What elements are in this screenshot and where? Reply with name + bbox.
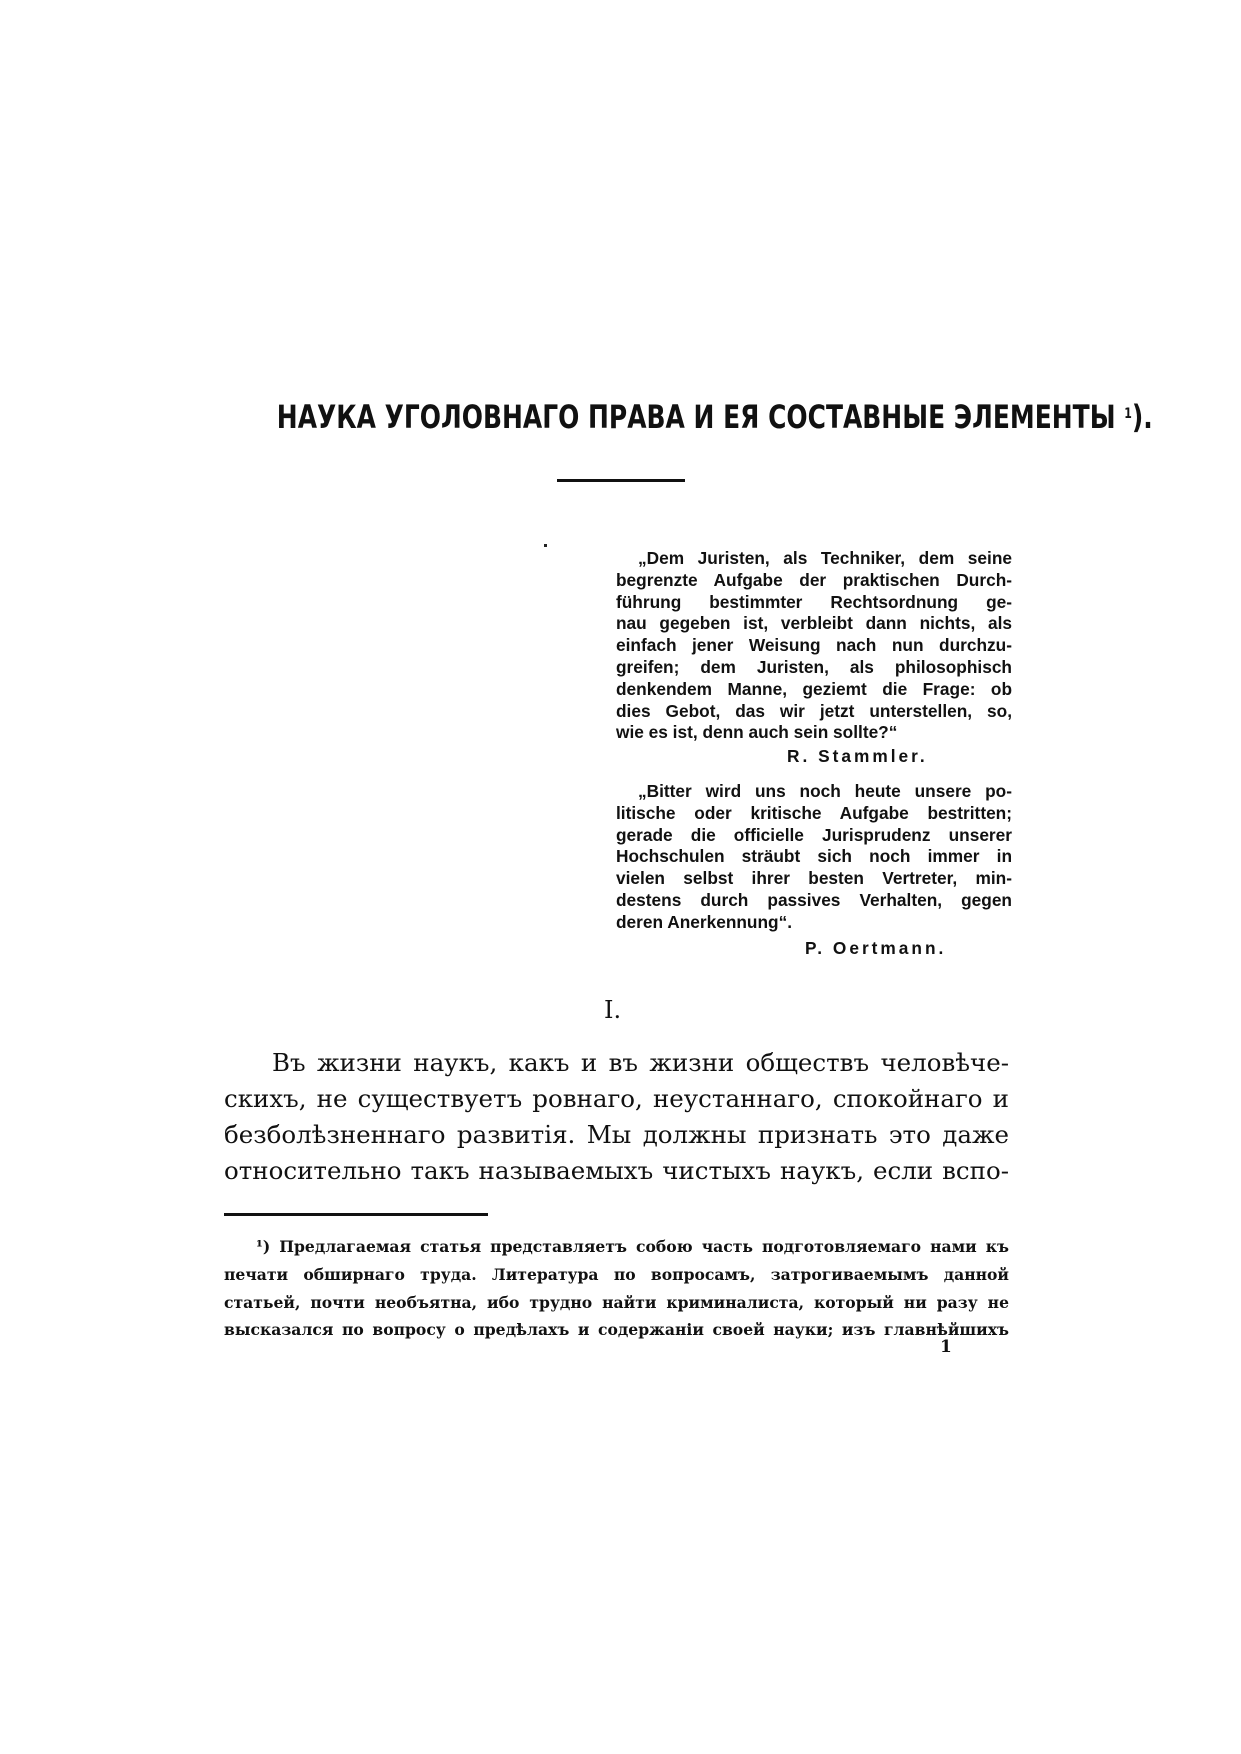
epigraph-line: führung bestimmter Rechtsordnung ge-: [616, 591, 1012, 612]
epigraph-line: „Bitter wird uns noch heute unsere po-: [638, 781, 1012, 801]
section-number: I.: [604, 996, 622, 1024]
print-speck: [544, 544, 547, 547]
body-paragraph: [224, 1045, 1009, 1189]
epigraph-line: einfach jener Weisung nach nun durchzu-: [616, 635, 1012, 656]
footnote-divider: [224, 1213, 488, 1216]
epigraph-line: nau gegeben ist, verbleibt dann nichts, als: [616, 613, 1012, 634]
epigraph-line: vielen selbst ihrer besten Vertreter, min-: [616, 868, 1012, 889]
footnote-marker: ¹): [256, 1237, 271, 1256]
footnote-line: [224, 1233, 1009, 1261]
article-title-text: НАУКА УГОЛОВНАГО ПРАВА И ЕЯ СОСТАВНЫЕ ЭЛЕМЕНТЫ: [276, 398, 1116, 436]
epigraph-line: „Dem Juristen, als Techniker, dem seine: [638, 548, 1012, 568]
page-number: 1: [940, 1337, 952, 1357]
body-line: Въ жизни наукъ, какъ и въ жизни обществъ человѣче-: [272, 1048, 1009, 1077]
footnote-line: высказался по вопросу о предѣлахъ и содержаніи своей науки; изъ главнѣйшихъ: [224, 1320, 1009, 1340]
epigraph-author-oertmann: P. Oertmann.: [805, 938, 947, 958]
epigraph-line: wie es ist, denn auch sein sollte?“: [616, 722, 898, 743]
body-line: безболѣзненнаго развитія. Мы должны признать это даже: [224, 1120, 1009, 1149]
footnote: [224, 1233, 1009, 1344]
epigraph-line: Hochschulen sträubt sich noch immer in: [616, 846, 1012, 867]
epigraph-stammler: [616, 548, 1012, 744]
title-closing: ).: [1131, 398, 1153, 436]
epigraph-line: gerade die officielle Jurisprudenz unserer: [616, 824, 1012, 845]
body-line: относительно такъ называемыхъ чистыхъ наукъ, если вспо-: [224, 1156, 1009, 1185]
epigraph-line: litische oder kritische Aufgabe bestritten;: [616, 802, 1012, 823]
title-divider: [557, 479, 685, 482]
title-footnote-mark: 1: [1124, 406, 1132, 422]
footnote-line: статьей, почти необъятна, ибо трудно найти криминалиста, который ни разу не: [224, 1292, 1009, 1312]
epigraph-line: begrenzte Aufgabe der praktischen Durch-: [616, 569, 1012, 590]
footnote-line: печати обширнаго труда. Литература по вопросамъ, затрогиваемымъ данной: [224, 1264, 1009, 1284]
epigraph-line: denkendem Manne, geziemt die Frage: ob: [616, 678, 1012, 699]
epigraph-oertmann: [616, 781, 1012, 934]
epigraph-line: deren Anerkennung“.: [616, 911, 793, 932]
epigraph-line: dies Gebot, das wir jetzt unterstellen, so,: [616, 700, 1012, 721]
epigraph-author-stammler: R. Stammler.: [787, 746, 928, 766]
epigraph-line: greifen; dem Juristen, als philosophisch: [616, 656, 1012, 677]
body-line: скихъ, не существуетъ ровнаго, неустаннаго, спокойнаго и: [224, 1084, 1009, 1113]
article-title: [276, 398, 1153, 436]
footnote-line-text: Предлагаемая статья представляетъ собою часть подготовляемаго нами къ: [279, 1237, 1010, 1256]
epigraph-line: destens durch passives Verhalten, gegen: [616, 889, 1012, 910]
